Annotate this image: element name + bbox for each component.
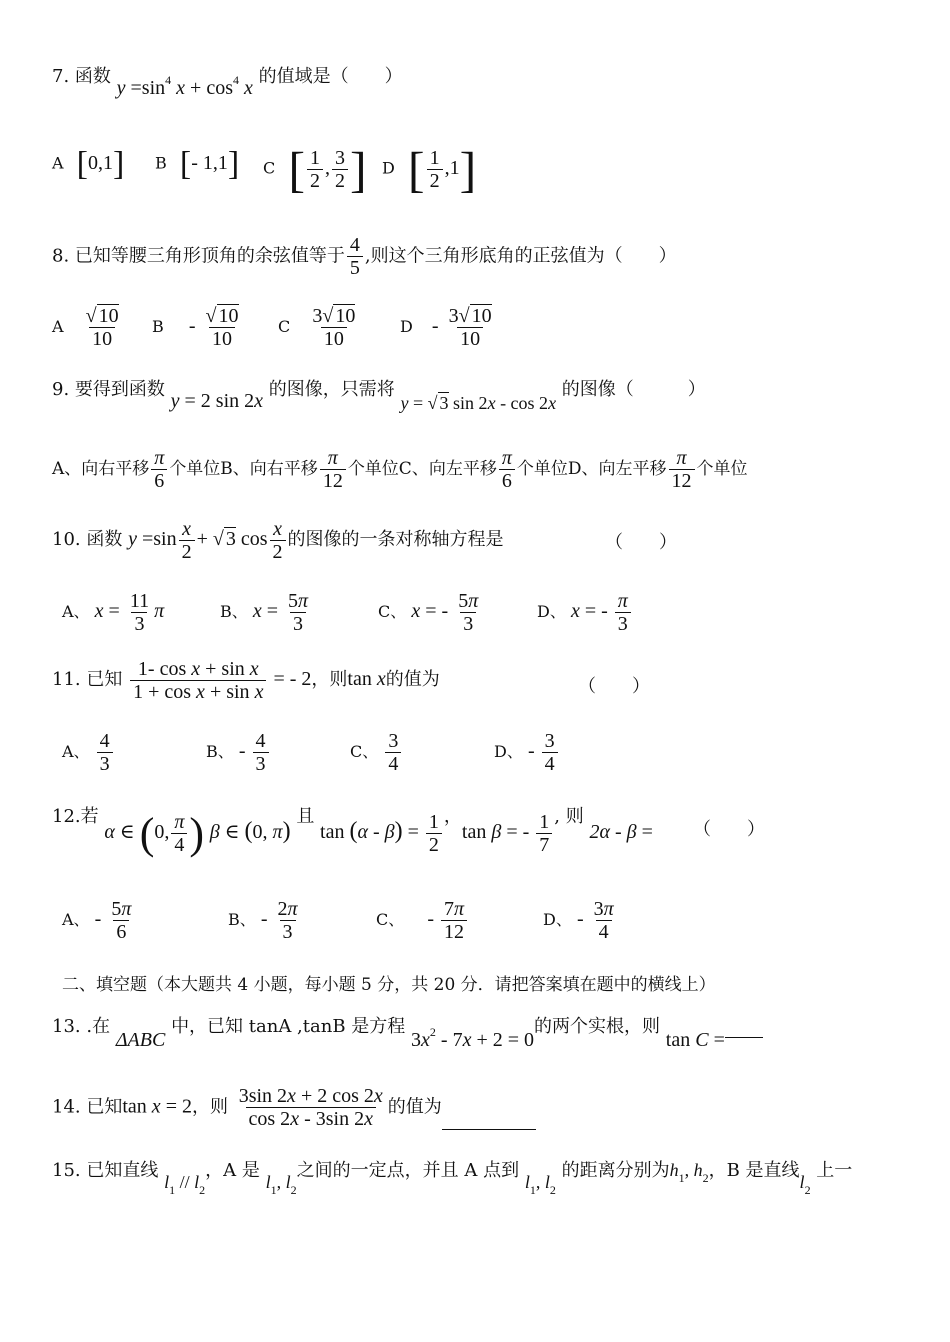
q10-option-d[interactable]	[537, 590, 633, 635]
q9-stem-suffix: 的图像（ ）	[561, 379, 706, 400]
q7-option-a-label: A	[52, 153, 64, 173]
q7-option-c-value: [ $\frac{1}{2}$ , $\frac{3}{2}$ ]	[288, 141, 367, 197]
q12-then: , 则	[554, 806, 584, 828]
q10-option-a-value: x = $\frac{11}{3}$ π	[94, 590, 165, 635]
q7-option-b[interactable]	[155, 145, 239, 183]
q11-stem-middle: ，则	[311, 669, 348, 691]
q9-option-a-value: $\frac{\pi}{6}$	[151, 447, 167, 492]
q11-option-b-value: - $\frac{4}{3}$	[239, 740, 271, 762]
q9-option-c-value: $\frac{\pi}{6}$	[499, 447, 515, 492]
q9-option-b[interactable]: 个单位B、向右平移	[169, 459, 318, 479]
q8-option-a-label: A	[52, 317, 64, 336]
q12-option-b[interactable]	[228, 898, 303, 943]
q8-option-b-value: - $\frac{√ 10}{10}$	[188, 305, 239, 350]
q7-stem-prefix: 7. 函数	[52, 66, 111, 87]
q7-option-d-label: D	[382, 158, 395, 178]
q12-answer-paren[interactable]: （ ）	[693, 819, 765, 840]
q12-option-c[interactable]	[376, 898, 469, 943]
q8-option-c-label: C	[278, 317, 291, 336]
q8-option-d-value: - $\frac{3√ 10}{10}$	[431, 305, 492, 350]
q8-fraction: $\frac{4}{5}$	[347, 234, 363, 279]
q11-option-c[interactable]	[350, 730, 403, 775]
q10-stem	[52, 518, 504, 563]
q10-option-b-value: x = $\frac{5\pi}{3}$	[252, 590, 309, 635]
q15-lines-2: $l_1$, $l_2$	[524, 1172, 556, 1197]
q13-suffix: 的两个实根，则	[534, 1016, 661, 1037]
q9-options	[52, 447, 748, 492]
q14-stem	[52, 1085, 536, 1130]
q15-between: 之间的一定点，并且 A 点到	[296, 1160, 520, 1181]
q8-option-b[interactable]	[152, 305, 244, 350]
q13-middle: 中，已知 tanA ,tanB 是方程	[171, 1016, 406, 1037]
q10-option-a-label: A、	[62, 602, 90, 622]
q12-option-d[interactable]	[543, 898, 619, 943]
q12-option-b-value: - $\frac{2\pi}{3}$	[260, 898, 298, 943]
q11-option-a[interactable]	[62, 730, 115, 775]
q11-equation: $\frac{\text{1- cos x + sin x}}{\text{1 + cos x + sin x}}$ = - 2	[128, 668, 311, 690]
q14-answer-blank[interactable]	[442, 1129, 536, 1130]
q10-stem-suffix: 的图像的一条对称轴方程是	[287, 529, 504, 551]
q12-option-a[interactable]	[62, 898, 136, 943]
q13-triangle: ΔABC	[115, 1029, 166, 1051]
q12-comma: ，	[443, 806, 462, 828]
q9-stem-middle: 的图像，只需将	[268, 379, 395, 400]
q15-lines-1: $l_1$, $l_2$	[265, 1172, 297, 1197]
q13-stem	[52, 1012, 763, 1051]
q12-beta-range: β ∈ (0, π)	[209, 818, 291, 845]
q8-option-c-value: $\frac{3√ 10}{10}$	[312, 305, 356, 350]
q10-option-a[interactable]	[62, 590, 164, 635]
q12-tan-diff: tan (α - β) = $\frac{1}{2}$	[320, 821, 444, 843]
q13-tanc: tan C =	[665, 1029, 725, 1051]
q9-option-b-value: $\frac{\pi}{12}$	[320, 447, 346, 492]
q10-answer-paren[interactable]: （ ）	[605, 532, 677, 553]
q14-given: tan x = 2	[122, 1095, 192, 1118]
q9-stem-prefix: 9. 要得到函数	[52, 379, 165, 400]
q10-option-b[interactable]	[220, 590, 313, 635]
q7-option-d-value: [ $\frac{1}{2}$ ,1]	[407, 141, 477, 197]
q14-suffix: 的值为	[387, 1096, 442, 1118]
q8-option-a[interactable]	[52, 305, 124, 350]
q11-option-a-label: A、	[62, 742, 90, 761]
q11-stem	[52, 658, 440, 703]
q11-option-b-label: B、	[206, 742, 234, 762]
q12-option-a-label: A、	[62, 910, 90, 930]
q10-option-c-value: x = - $\frac{5\pi}{3}$	[411, 590, 479, 635]
q14-middle: ，则	[191, 1096, 228, 1118]
q9-option-a[interactable]: A、向右平移	[52, 459, 150, 479]
q10-stem-prefix: 10. 函数	[52, 529, 123, 551]
q8-option-c[interactable]	[278, 305, 360, 350]
q15-parallel: $l_1 // l_2$	[164, 1172, 206, 1197]
q7-option-d[interactable]	[382, 140, 476, 198]
q7-option-c-label: C	[263, 158, 276, 178]
q14-expression: $\frac{3\sin 2x + 2 \cos 2x}{\cos 2x - 3\sin 2x}$	[238, 1085, 383, 1130]
q15-distance: 的距离分别为	[561, 1160, 670, 1181]
q13-answer-blank[interactable]	[725, 1037, 763, 1038]
q7-stem	[52, 62, 403, 99]
q7-stem-suffix: 的值域是（ ）	[258, 66, 403, 87]
q10-option-b-label: B、	[220, 602, 248, 622]
q8-option-b-label: B	[152, 317, 164, 337]
q11-option-c-label: C、	[350, 742, 379, 761]
q9-option-c[interactable]: 个单位C、向左平移	[347, 459, 497, 479]
q11-option-d-label: D、	[494, 742, 523, 762]
q8-option-a-value: $\frac{√ 10}{10}$	[85, 305, 119, 350]
q12-stem-prefix: 12.若	[52, 806, 99, 828]
q11-option-d-value: - $\frac{3}{4}$	[528, 740, 560, 762]
q9-unit: 个单位	[696, 459, 748, 479]
q13-equation: $3x^2 - 7x + 2 = 0$	[411, 1025, 535, 1051]
q10-function: y =sin $\frac{x}{2}$ + √ 3 cos $\frac{x}{2}$	[128, 528, 287, 550]
q8-stem-suffix: ,则这个三角形底角的正弦值为（ ）	[364, 245, 677, 267]
q9-target-function: y = 2 sin 2x	[170, 390, 264, 412]
q9-stem	[52, 375, 706, 413]
q15-prefix: 15. 已知直线	[52, 1160, 159, 1181]
q12-option-d-label: D、	[543, 910, 572, 930]
q15-stem	[52, 1156, 853, 1197]
q11-option-a-value: $\frac{4}{3}$	[97, 730, 113, 775]
q12-option-a-value: - $\frac{5\pi}{6}$	[94, 898, 132, 943]
q7-function: $y =\sin^4$ $x + \cos^4 x$	[116, 73, 253, 99]
q14-prefix: 14. 已知	[52, 1096, 123, 1118]
q12-option-d-value: - $\frac{3\pi}{4}$	[576, 898, 614, 943]
q10-option-d-value: x = - $\frac{\pi}{3}$	[571, 600, 633, 622]
q12-option-c-label: C、	[376, 910, 405, 930]
q12-option-b-label: B、	[228, 910, 256, 930]
q7-option-c[interactable]	[263, 140, 367, 198]
q12-option-c-value: - $\frac{7\pi}{12}$	[427, 908, 469, 930]
q11-answer-paren[interactable]: （ ）	[578, 676, 650, 697]
q11-option-c-value: $\frac{3}{4}$	[385, 730, 401, 775]
q15-line-l2: $l_2$	[799, 1172, 811, 1197]
q8-option-d[interactable]	[400, 305, 497, 350]
q8-stem	[52, 234, 677, 279]
q12-target: 2α - β =	[589, 821, 653, 844]
q10-option-c[interactable]	[378, 590, 483, 635]
q15-a-is: ，A 是	[205, 1160, 260, 1181]
q13-prefix: 13. .在	[52, 1016, 111, 1037]
section-heading-fill-in: 二、填空题（本大题共 4 小题，每小题 5 分，共 20 分．请把答案填在题中的横线上）	[62, 975, 716, 995]
q9-option-d[interactable]: 个单位D、向左平移	[516, 459, 667, 479]
q9-source-function: y = √ 3 sin 2x - cos 2x	[400, 393, 557, 413]
q11-option-b[interactable]	[206, 730, 271, 775]
q12-alpha-range: α ∈ (0, $\frac{\pi}{4}$ )	[104, 809, 205, 858]
q10-option-d-label: D、	[537, 602, 566, 622]
q8-stem-prefix: 8. 已知等腰三角形顶角的余弦值等于	[52, 245, 345, 267]
q7-option-a-value: [0,1]	[76, 145, 125, 182]
q9-option-d-value: $\frac{\pi}{12}$	[669, 447, 695, 492]
q11-tanx: tan x	[347, 668, 386, 691]
q7-option-a[interactable]	[52, 145, 124, 183]
q7-option-b-label: B	[155, 153, 167, 173]
q12-and: 且	[296, 806, 315, 828]
q12-tan-beta: tan β = - $\frac{1}{7}$	[462, 821, 554, 843]
q11-stem-prefix: 11. 已知	[52, 669, 123, 691]
q11-stem-suffix: 的值为	[385, 669, 440, 691]
q7-option-b-value: [- 1,1]	[179, 145, 240, 182]
q10-option-c-label: C、	[378, 602, 407, 622]
q15-b-is: ，B 是直线	[708, 1160, 800, 1181]
q15-heights: $h_1$, $h_2$	[669, 1160, 709, 1185]
q12-stem	[52, 808, 653, 859]
q11-option-d[interactable]	[494, 730, 560, 775]
q8-option-d-label: D	[400, 317, 413, 337]
q15-tail: 上一	[816, 1160, 853, 1181]
